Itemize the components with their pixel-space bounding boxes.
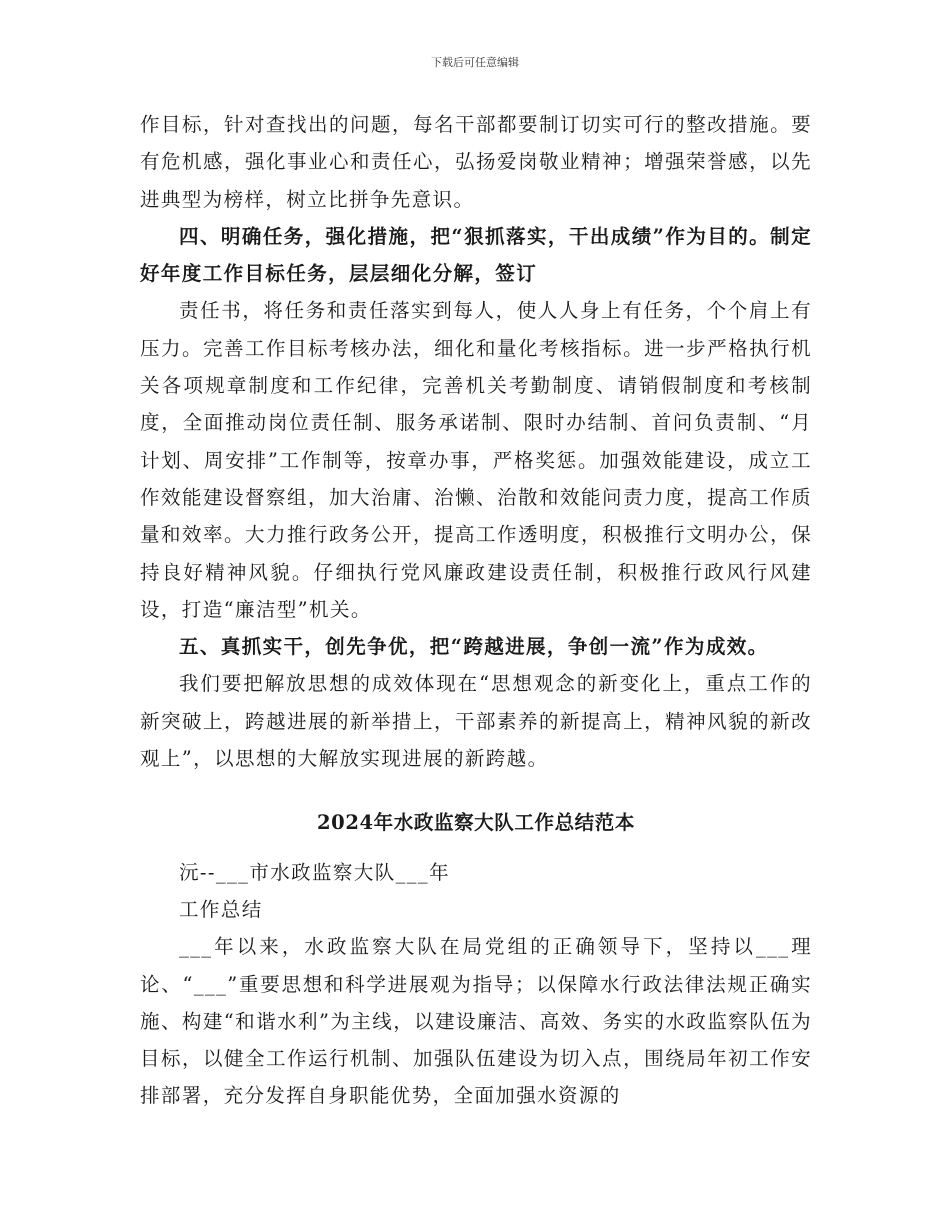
paragraph-continuation: 作目标，针对查找出的问题，每名干部都要制订切实可行的整改措施。要有危机感，强化事业心和责任心，弘扬爱岗敬业精神；增强荣誉感，以先进典型为榜样，树立比拼争先意识。: [140, 113, 812, 211]
section-heading-5: 五、真抓实干，创先争优，把“跨越进展，争创一流”作为成效。: [179, 635, 769, 659]
paragraph-intro: ___年以来，水政监察大队在局党组的正确领导下，坚持以___理论、“___”重要思想和科学进展观为指导；以保障水行政法律法规正确实施、构建“和谐水利”为主线，以建设廉洁、高效、务实的水政监察队伍为目标，以健全工作运行机制、加强队伍建设为切入点，围绕局年初工作安排部署，充分发挥自身职能优势，全面加强水资源的: [140, 935, 812, 1108]
subtitle-work-summary: 工作总结: [179, 897, 263, 921]
section-heading-4: 四、明确任务，强化措施，把“狠抓落实，干出成绩”作为目的。制定好年度工作目标任务，层层细化分解，签订: [140, 224, 812, 286]
document-title: 2024年水政监察大队工作总结范本: [317, 811, 635, 835]
paragraph-responsibility: 责任书，将任务和责任落实到每人，使人人身上有任务，个个肩上有压力。完善工作目标考核办法，细化和量化考核指标。进一步严格执行机关各项规章制度和工作纪律，完善机关考勤制度、请销假制度和考核制度，全面推动岗位责任制、服务承诺制、限时办结制、首问负责制、“月计划、周安排”工作制等，按章办事，严格奖惩。加强效能建设，成立工作效能建设督察组，加大治庸、治懒、治散和效能问责力度，提高工作质量和效率。大力推行政务公开，提高工作透明度，积极推行文明办公，保持良好精神风貌。仔细执行党风廉政建设责任制，积极推行政风行风建设，打造“廉洁型”机关。: [140, 299, 812, 621]
page-header-note: 下载后可任意编辑: [431, 56, 519, 69]
paragraph-conclusion: 我们要把解放思想的成效体现在“思想观念的新变化上，重点工作的新突破上，跨越进展的新举措上，干部素养的新提高上，精神风貌的新改观上”，以思想的大解放实现进展的新跨越。: [140, 672, 812, 771]
subtitle-line: 沅--___市水政监察大队___年: [179, 860, 450, 884]
document-body: [140, 106, 812, 1115]
